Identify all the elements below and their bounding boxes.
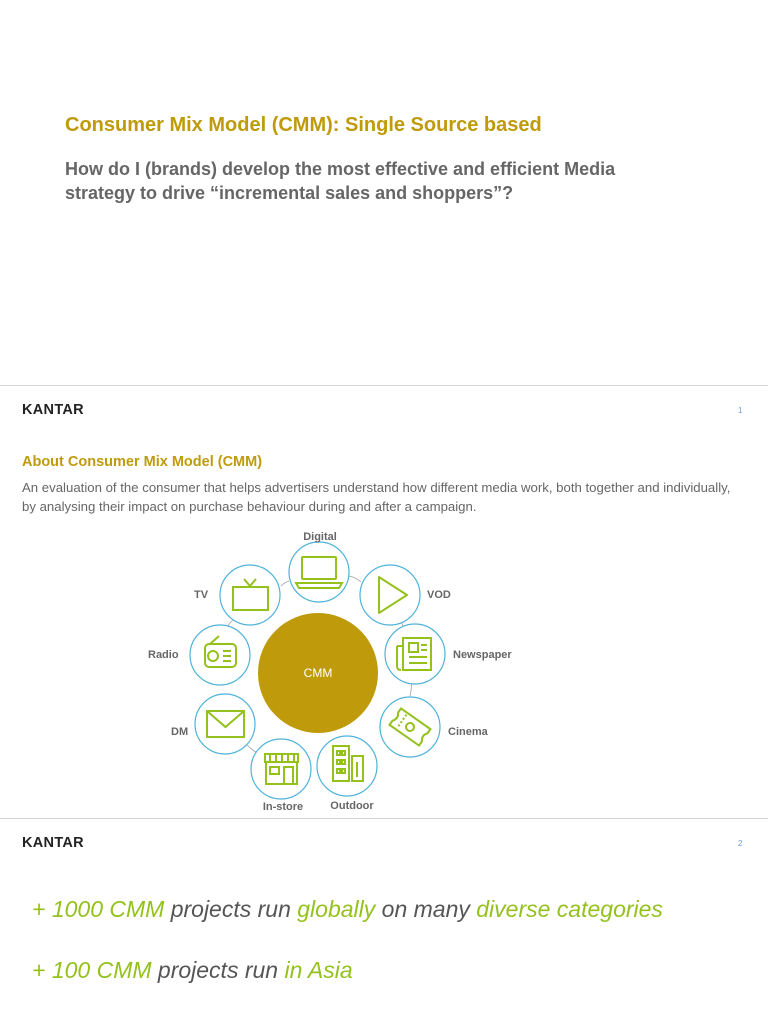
channel-tv [194, 565, 280, 625]
kantar-logo: KANTAR [22, 402, 84, 418]
stat-amount: + 1000 CMM [32, 896, 165, 922]
channel-label-vod: VOD [427, 589, 451, 601]
channel-newspaper [385, 624, 512, 684]
section-description: An evaluation of the consumer that helps advertisers understand how different media work, both together and individually, by analysing their impact on purchase behaviour during and after a campaign. [22, 480, 731, 514]
slide-title-heading: Consumer Mix Model (CMM): Single Source based [65, 114, 542, 136]
stat-highlight: diverse categories [476, 896, 663, 922]
slide-title [0, 0, 768, 385]
channel-label-digital: Digital [303, 531, 337, 543]
channel-vod [360, 565, 451, 625]
channel-label-newspaper: Newspaper [453, 649, 512, 661]
cmm-center-label: CMM [303, 666, 333, 680]
page-number: 2 [738, 839, 743, 848]
stat-highlight: in Asia [284, 957, 353, 983]
channel-label-tv: TV [194, 589, 209, 601]
stat-text: projects run [151, 957, 285, 983]
channel-label-dm: DM [171, 726, 189, 738]
section-heading: About Consumer Mix Model (CMM) [22, 454, 263, 470]
channel-digital [289, 531, 349, 602]
stat-highlight: globally [297, 896, 376, 922]
slide-question: How do I (brands) develop the most effective and efficient Media strategy to drive “incremental sales and shoppers”? [65, 159, 616, 203]
kantar-logo: KANTAR [22, 835, 84, 851]
page-number: 1 [738, 406, 743, 415]
channel-label-cinema: Cinema [448, 726, 488, 738]
channel-label-radio: Radio [148, 649, 179, 661]
channel-label-in-store: In-store [262, 801, 304, 813]
channel-radio [148, 625, 250, 685]
stat-text: projects run [164, 896, 298, 922]
stat-text: on many [375, 896, 477, 922]
channel-outdoor [317, 736, 377, 812]
slide-cmm-stats [0, 819, 768, 1024]
slide-about-cmm [0, 386, 768, 818]
stat-amount: + 100 CMM [32, 957, 152, 983]
stat-asia-projects [32, 957, 353, 984]
channel-cinema [380, 697, 489, 757]
channel-label-outdoor: Outdoor [330, 800, 374, 812]
channel-dm [171, 694, 255, 754]
stat-global-projects [32, 896, 663, 923]
channel-in-store [251, 739, 311, 813]
media-mix-diagram [0, 386, 768, 818]
